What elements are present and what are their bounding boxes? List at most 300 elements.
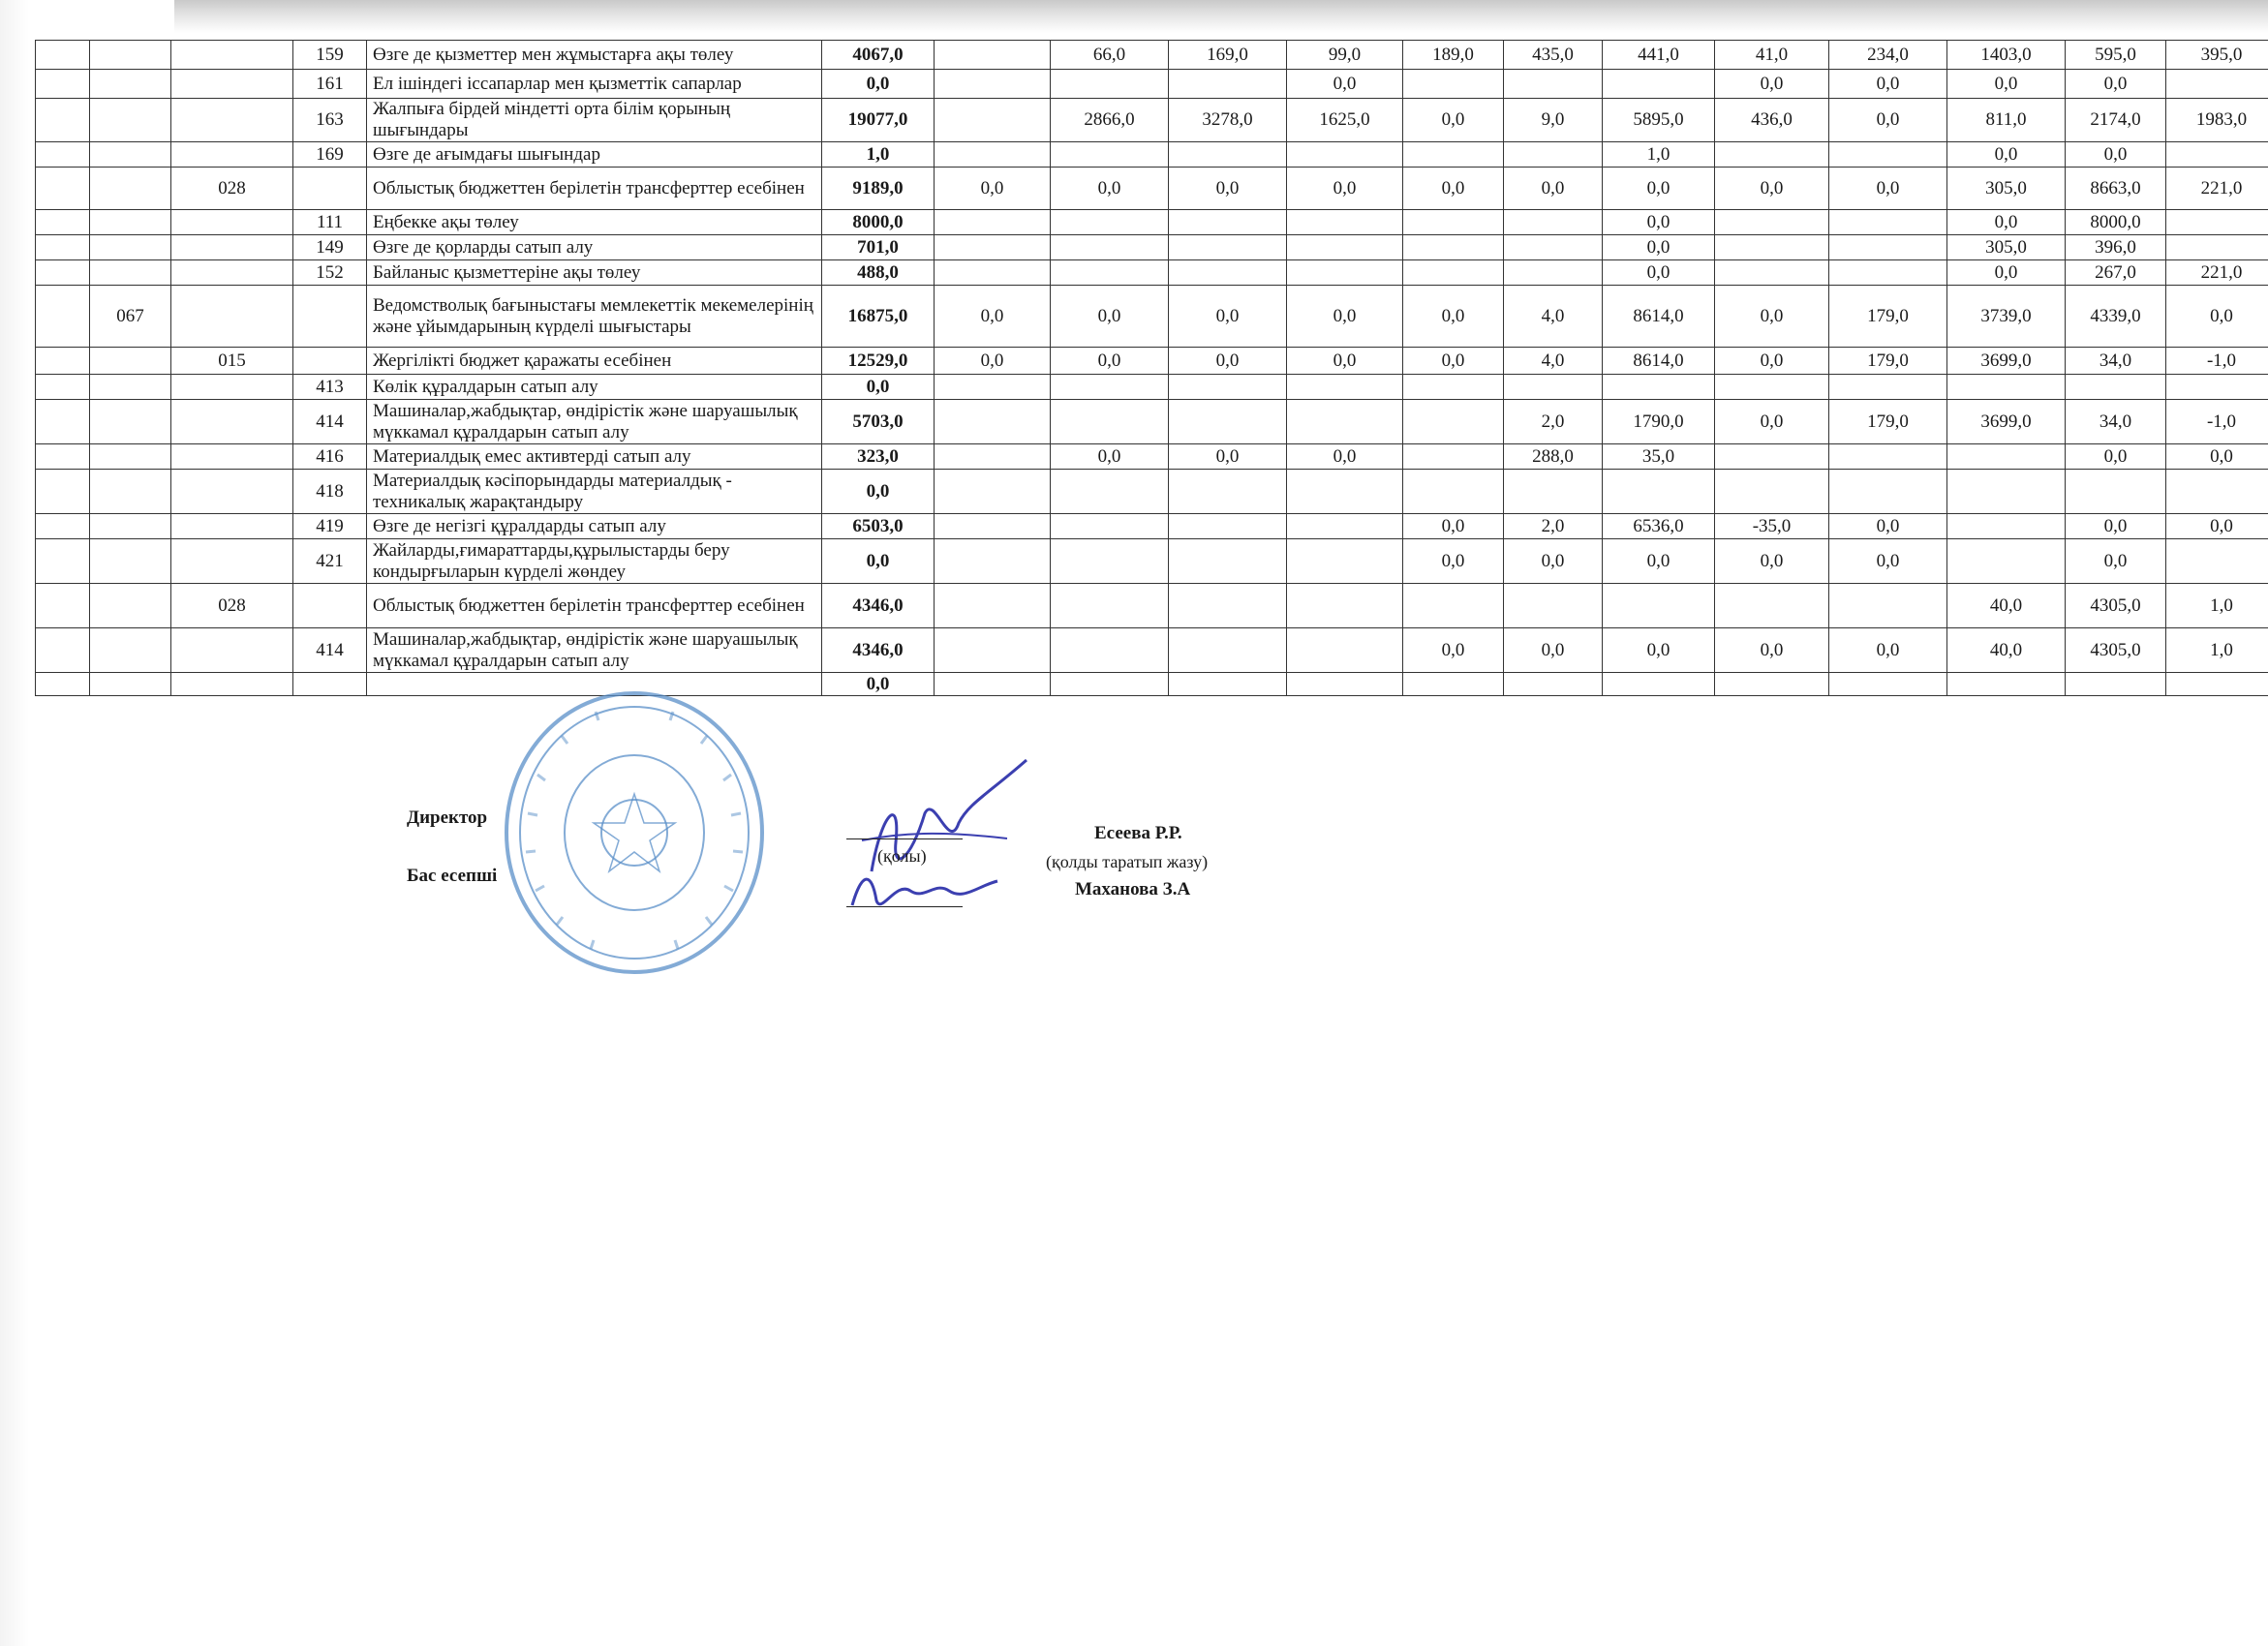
cell-month-value <box>935 539 1051 584</box>
cell-month-value: 0,0 <box>1715 348 1829 375</box>
cell-month-value: 189,0 <box>1403 41 1504 70</box>
cell-item-name: Көлік құралдарын сатып алу <box>367 375 822 400</box>
cell-month-value <box>935 375 1051 400</box>
cell-item-name: Ел ішіндегі іссапарлар мен қызметтік сапарлар <box>367 70 822 99</box>
cell-month-value: 0,0 <box>1829 514 1947 539</box>
cell-month-value: 0,0 <box>1603 628 1715 673</box>
cell-month-value <box>1715 142 1829 168</box>
cell-month-value <box>1829 673 1947 696</box>
cell-month-value <box>1169 539 1287 584</box>
cell-month-value: 0,0 <box>1051 444 1169 470</box>
cell-month-value <box>1051 673 1169 696</box>
cell-month-value: 0,0 <box>935 286 1051 348</box>
cell-month-value <box>1829 260 1947 286</box>
cell-month-value: 0,0 <box>1287 444 1403 470</box>
cell-month-value <box>1287 514 1403 539</box>
cell-month-value <box>1287 470 1403 514</box>
cell-month-value: 6536,0 <box>1603 514 1715 539</box>
cell-program <box>90 260 171 286</box>
cell-month-value <box>935 70 1051 99</box>
cell-annual-total: 19077,0 <box>822 99 935 142</box>
cell-group <box>36 444 90 470</box>
cell-subprogram <box>171 70 293 99</box>
cell-item-name: Материалдық емес активтерді сатып алу <box>367 444 822 470</box>
cell-month-value: 40,0 <box>1947 628 2066 673</box>
cell-specifier <box>293 286 367 348</box>
cell-month-value <box>1829 142 1947 168</box>
cell-month-value <box>1947 514 2066 539</box>
cell-specifier: 413 <box>293 375 367 400</box>
cell-month-value: 8614,0 <box>1603 348 1715 375</box>
cell-month-value <box>1603 375 1715 400</box>
cell-group <box>36 348 90 375</box>
cell-month-value: 0,0 <box>2066 70 2166 99</box>
cell-specifier: 418 <box>293 470 367 514</box>
cell-specifier <box>293 168 367 210</box>
cell-month-value: 0,0 <box>1403 286 1504 348</box>
cell-group <box>36 628 90 673</box>
cell-month-value <box>1829 375 1947 400</box>
cell-annual-total: 6503,0 <box>822 514 935 539</box>
cell-month-value <box>1287 235 1403 260</box>
director-label: Директор <box>407 808 488 828</box>
cell-subprogram: 028 <box>171 584 293 628</box>
cell-annual-total: 488,0 <box>822 260 935 286</box>
cell-program <box>90 210 171 235</box>
director-signature <box>843 755 1046 910</box>
cell-month-value: 0,0 <box>1603 210 1715 235</box>
cell-month-value <box>1169 375 1287 400</box>
cell-month-value: 34,0 <box>2066 348 2166 375</box>
cell-month-value <box>1051 470 1169 514</box>
cell-specifier <box>293 584 367 628</box>
cell-annual-total: 0,0 <box>822 70 935 99</box>
table-row <box>36 41 2268 70</box>
cell-month-value: 0,0 <box>1947 142 2066 168</box>
cell-month-value: 436,0 <box>1715 99 1829 142</box>
sign-caption: (қолы) <box>877 846 927 866</box>
cell-month-value <box>1169 235 1287 260</box>
cell-annual-total: 0,0 <box>822 375 935 400</box>
table-row <box>36 168 2268 210</box>
cell-specifier: 421 <box>293 539 367 584</box>
cell-month-value <box>1603 673 1715 696</box>
cell-month-value <box>1169 142 1287 168</box>
cell-specifier: 111 <box>293 210 367 235</box>
cell-program <box>90 628 171 673</box>
cell-group <box>36 260 90 286</box>
cell-month-value: 4339,0 <box>2066 286 2166 348</box>
cell-month-value: 0,0 <box>1169 348 1287 375</box>
official-seal <box>499 687 770 978</box>
cell-item-name: Өзге де қорларды сатып алу <box>367 235 822 260</box>
cell-month-value: 0,0 <box>1603 260 1715 286</box>
cell-annual-total: 0,0 <box>822 470 935 514</box>
cell-month-value <box>935 400 1051 444</box>
cell-month-value: 0,0 <box>1051 286 1169 348</box>
cell-month-value: 0,0 <box>1169 444 1287 470</box>
cell-month-value <box>935 235 1051 260</box>
cell-month-value <box>1051 142 1169 168</box>
cell-month-value: 8663,0 <box>2066 168 2166 210</box>
cell-month-value: 1403,0 <box>1947 41 2066 70</box>
cell-item-name: Еңбекке ақы төлеу <box>367 210 822 235</box>
cell-month-value <box>1403 470 1504 514</box>
cell-subprogram: 028 <box>171 168 293 210</box>
cell-group <box>36 375 90 400</box>
cell-month-value <box>935 142 1051 168</box>
cell-month-value: 2,0 <box>1504 514 1603 539</box>
cell-month-value: 0,0 <box>1947 210 2066 235</box>
cell-month-value <box>1287 142 1403 168</box>
table-row <box>36 235 2268 260</box>
cell-group <box>36 142 90 168</box>
cell-item-name: Машиналар,жабдықтар, өндірістік және шаруашылық мүккамал құралдарын сатып алу <box>367 628 822 673</box>
cell-month-value: 288,0 <box>1504 444 1603 470</box>
cell-month-value: 0,0 <box>1169 286 1287 348</box>
cell-month-value <box>1715 444 1829 470</box>
cell-group <box>36 400 90 444</box>
cell-subprogram <box>171 514 293 539</box>
cell-month-value: 0,0 <box>1287 70 1403 99</box>
cell-month-value <box>2066 470 2166 514</box>
cell-month-value <box>1715 584 1829 628</box>
cell-program <box>90 142 171 168</box>
cell-month-value <box>1287 673 1403 696</box>
cell-subprogram <box>171 286 293 348</box>
cell-specifier: 414 <box>293 400 367 444</box>
cell-month-value: 0,0 <box>1829 628 1947 673</box>
cell-month-value: 99,0 <box>1287 41 1403 70</box>
scan-edge-top <box>174 0 2268 33</box>
cell-item-name: Облыстық бюджеттен берілетін трансферттер есебінен <box>367 584 822 628</box>
cell-month-value <box>1603 584 1715 628</box>
cell-month-value: 234,0 <box>1829 41 1947 70</box>
cell-specifier: 169 <box>293 142 367 168</box>
table-row <box>36 260 2268 286</box>
cell-month-value: 2,0 <box>1504 400 1603 444</box>
cell-item-name: Облыстық бюджеттен берілетін трансферттер есебінен <box>367 168 822 210</box>
cell-month-value <box>1504 70 1603 99</box>
cell-month-value: 1790,0 <box>1603 400 1715 444</box>
cell-specifier: 163 <box>293 99 367 142</box>
cell-item-name: Байланыс қызметтеріне ақы төлеу <box>367 260 822 286</box>
cell-group <box>36 235 90 260</box>
cell-month-value: 3278,0 <box>1169 99 1287 142</box>
cell-month-value: 179,0 <box>1829 286 1947 348</box>
cell-month-value: 0,0 <box>1051 348 1169 375</box>
cell-month-value <box>1169 400 1287 444</box>
cell-month-value: 8000,0 <box>2066 210 2166 235</box>
cell-month-value <box>935 514 1051 539</box>
cell-month-value <box>935 260 1051 286</box>
cell-month-value <box>935 210 1051 235</box>
cell-specifier <box>293 348 367 375</box>
cell-annual-total: 4346,0 <box>822 584 935 628</box>
cell-month-value <box>935 470 1051 514</box>
cell-month-value <box>2166 673 2268 696</box>
cell-month-value: 0,0 <box>1403 348 1504 375</box>
cell-month-value: 179,0 <box>1829 400 1947 444</box>
cell-month-value <box>2166 375 2268 400</box>
cell-program <box>90 168 171 210</box>
cell-month-value: 0,0 <box>1504 539 1603 584</box>
cell-specifier: 414 <box>293 628 367 673</box>
cell-group <box>36 70 90 99</box>
cell-subprogram <box>171 628 293 673</box>
cell-program <box>90 673 171 696</box>
cell-subprogram <box>171 41 293 70</box>
cell-month-value: 0,0 <box>1829 70 1947 99</box>
cell-month-value <box>1947 444 2066 470</box>
accountant-label: Бас есепші <box>407 866 498 886</box>
cell-annual-total: 0,0 <box>822 673 935 696</box>
cell-program <box>90 348 171 375</box>
cell-month-value <box>1169 470 1287 514</box>
cell-month-value: 1625,0 <box>1287 99 1403 142</box>
accountant-name: Маханова З.А <box>1075 879 1191 899</box>
cell-month-value <box>1287 628 1403 673</box>
cell-month-value <box>1504 210 1603 235</box>
cell-month-value <box>1403 673 1504 696</box>
cell-program <box>90 514 171 539</box>
cell-month-value: 435,0 <box>1504 41 1603 70</box>
cell-annual-total: 4067,0 <box>822 41 935 70</box>
cell-month-value <box>935 444 1051 470</box>
cell-annual-total: 9189,0 <box>822 168 935 210</box>
cell-month-value: 0,0 <box>1287 168 1403 210</box>
cell-month-value: 4,0 <box>1504 286 1603 348</box>
scan-edge-left <box>0 0 29 1646</box>
cell-group <box>36 286 90 348</box>
decode-caption: (қолды таратып жазу) <box>1046 852 1209 871</box>
cell-month-value: 0,0 <box>1403 514 1504 539</box>
cell-month-value <box>1829 444 1947 470</box>
cell-program <box>90 539 171 584</box>
cell-month-value: 0,0 <box>1287 348 1403 375</box>
cell-month-value: 0,0 <box>1169 168 1287 210</box>
cell-month-value: 305,0 <box>1947 168 2066 210</box>
cell-subprogram <box>171 673 293 696</box>
table-row <box>36 142 2268 168</box>
cell-month-value <box>1504 375 1603 400</box>
cell-month-value <box>1051 400 1169 444</box>
cell-month-value <box>1403 210 1504 235</box>
cell-specifier: 161 <box>293 70 367 99</box>
cell-month-value <box>1403 235 1504 260</box>
cell-specifier: 152 <box>293 260 367 286</box>
cell-month-value: 0,0 <box>1715 70 1829 99</box>
cell-item-name: Өзге де негізгі құралдарды сатып алу <box>367 514 822 539</box>
cell-month-value: 396,0 <box>2066 235 2166 260</box>
cell-annual-total: 4346,0 <box>822 628 935 673</box>
cell-item-name: Өзге де қызметтер мен жұмыстарға ақы төлеу <box>367 41 822 70</box>
cell-item-name: Жайларды,ғимараттарды,құрылыстарды беру кондырғыларын күрделі жөндеу <box>367 539 822 584</box>
cell-program: 067 <box>90 286 171 348</box>
cell-month-value <box>1947 673 2066 696</box>
cell-month-value: 66,0 <box>1051 41 1169 70</box>
cell-month-value <box>1051 514 1169 539</box>
cell-month-value <box>1947 539 2066 584</box>
cell-item-name: Жергілікті бюджет қаражаты есебінен <box>367 348 822 375</box>
cell-month-value <box>1715 260 1829 286</box>
cell-subprogram <box>171 142 293 168</box>
cell-month-value <box>1829 210 1947 235</box>
cell-month-value <box>1403 375 1504 400</box>
cell-group <box>36 210 90 235</box>
cell-subprogram <box>171 375 293 400</box>
cell-month-value: 0,0 <box>2066 444 2166 470</box>
cell-month-value: 3699,0 <box>1947 400 2066 444</box>
cell-month-value: 441,0 <box>1603 41 1715 70</box>
cell-month-value <box>1603 70 1715 99</box>
cell-month-value <box>1504 260 1603 286</box>
cell-month-value: 35,0 <box>1603 444 1715 470</box>
cell-month-value <box>2166 470 2268 514</box>
cell-month-value: 0,0 <box>935 168 1051 210</box>
cell-month-value: 0,0 <box>1715 286 1829 348</box>
cell-month-value: 1,0 <box>2166 584 2268 628</box>
cell-group <box>36 514 90 539</box>
cell-month-value <box>1504 470 1603 514</box>
cell-month-value: 305,0 <box>1947 235 2066 260</box>
cell-group <box>36 673 90 696</box>
cell-month-value <box>1051 584 1169 628</box>
cell-month-value: 0,0 <box>1829 539 1947 584</box>
cell-subprogram <box>171 235 293 260</box>
cell-month-value <box>1403 142 1504 168</box>
cell-month-value: 2174,0 <box>2066 99 2166 142</box>
cell-month-value: 3699,0 <box>1947 348 2066 375</box>
cell-month-value: 0,0 <box>1715 400 1829 444</box>
cell-month-value <box>1829 235 1947 260</box>
cell-month-value: 221,0 <box>2166 168 2268 210</box>
cell-month-value <box>1287 260 1403 286</box>
cell-group <box>36 470 90 514</box>
cell-annual-total: 16875,0 <box>822 286 935 348</box>
cell-annual-total: 5703,0 <box>822 400 935 444</box>
cell-month-value <box>1947 375 2066 400</box>
table-row <box>36 400 2268 444</box>
cell-program <box>90 235 171 260</box>
cell-month-value <box>1715 235 1829 260</box>
cell-month-value <box>1051 70 1169 99</box>
director-sign-line <box>846 838 963 839</box>
cell-month-value: 5895,0 <box>1603 99 1715 142</box>
cell-month-value <box>1715 375 1829 400</box>
cell-month-value: 0,0 <box>2166 444 2268 470</box>
cell-month-value <box>2166 235 2268 260</box>
cell-month-value: 395,0 <box>2166 41 2268 70</box>
cell-program <box>90 70 171 99</box>
table-row <box>36 210 2268 235</box>
cell-month-value <box>1947 470 2066 514</box>
budget-table-body <box>36 41 2268 696</box>
cell-month-value <box>1169 628 1287 673</box>
cell-month-value <box>1829 584 1947 628</box>
table-row <box>36 70 2268 99</box>
cell-month-value <box>1829 470 1947 514</box>
cell-month-value: 1,0 <box>1603 142 1715 168</box>
cell-month-value <box>1169 70 1287 99</box>
accountant-sign-line <box>846 906 963 907</box>
cell-month-value <box>1169 584 1287 628</box>
cell-subprogram <box>171 444 293 470</box>
cell-item-name <box>367 673 822 696</box>
cell-program <box>90 41 171 70</box>
cell-month-value: 0,0 <box>1715 168 1829 210</box>
cell-item-name: Жалпыға бірдей міндетті орта білім қорының шығындары <box>367 99 822 142</box>
cell-month-value <box>1403 70 1504 99</box>
cell-month-value <box>2066 673 2166 696</box>
cell-month-value: 8614,0 <box>1603 286 1715 348</box>
cell-month-value: -1,0 <box>2166 400 2268 444</box>
cell-month-value: 1,0 <box>2166 628 2268 673</box>
table-row <box>36 470 2268 514</box>
cell-program <box>90 400 171 444</box>
cell-item-name: Ведомстволық бағыныстағы мемлекеттік мекемелерінің және ұйымдарының күрделі шығыстары <box>367 286 822 348</box>
cell-program <box>90 470 171 514</box>
cell-month-value <box>1504 235 1603 260</box>
cell-month-value: 0,0 <box>1603 235 1715 260</box>
cell-program <box>90 375 171 400</box>
cell-subprogram <box>171 539 293 584</box>
cell-month-value <box>1403 400 1504 444</box>
cell-month-value: 0,0 <box>2066 142 2166 168</box>
cell-month-value: 0,0 <box>1715 539 1829 584</box>
cell-month-value <box>935 673 1051 696</box>
cell-month-value: 0,0 <box>2066 539 2166 584</box>
cell-month-value: 267,0 <box>2066 260 2166 286</box>
cell-month-value: 221,0 <box>2166 260 2268 286</box>
cell-month-value: 0,0 <box>1504 628 1603 673</box>
cell-month-value: 0,0 <box>1603 168 1715 210</box>
cell-month-value: 0,0 <box>1947 260 2066 286</box>
table-row <box>36 514 2268 539</box>
cell-month-value: 0,0 <box>1403 539 1504 584</box>
cell-item-name: Материалдық кәсіпорындарды материалдық - техникалық жарақтандыру <box>367 470 822 514</box>
cell-month-value <box>1287 400 1403 444</box>
cell-month-value <box>1715 470 1829 514</box>
cell-subprogram: 015 <box>171 348 293 375</box>
cell-month-value <box>1287 539 1403 584</box>
cell-group <box>36 584 90 628</box>
cell-month-value <box>935 584 1051 628</box>
cell-month-value: 0,0 <box>1603 539 1715 584</box>
cell-month-value: 0,0 <box>1287 286 1403 348</box>
cell-specifier: 159 <box>293 41 367 70</box>
cell-annual-total: 701,0 <box>822 235 935 260</box>
cell-month-value: 0,0 <box>1947 70 2066 99</box>
cell-month-value <box>1287 210 1403 235</box>
cell-month-value: 169,0 <box>1169 41 1287 70</box>
cell-month-value <box>1504 142 1603 168</box>
cell-month-value: 40,0 <box>1947 584 2066 628</box>
cell-month-value: -35,0 <box>1715 514 1829 539</box>
cell-month-value <box>1169 673 1287 696</box>
cell-month-value: 4305,0 <box>2066 584 2166 628</box>
cell-month-value <box>1051 210 1169 235</box>
accountant-signature <box>843 862 1007 920</box>
cell-month-value: 4,0 <box>1504 348 1603 375</box>
table-row <box>36 584 2268 628</box>
cell-month-value <box>1169 260 1287 286</box>
cell-month-value: 0,0 <box>1829 99 1947 142</box>
cell-month-value <box>2166 70 2268 99</box>
table-row <box>36 444 2268 470</box>
cell-specifier: 419 <box>293 514 367 539</box>
cell-group <box>36 168 90 210</box>
